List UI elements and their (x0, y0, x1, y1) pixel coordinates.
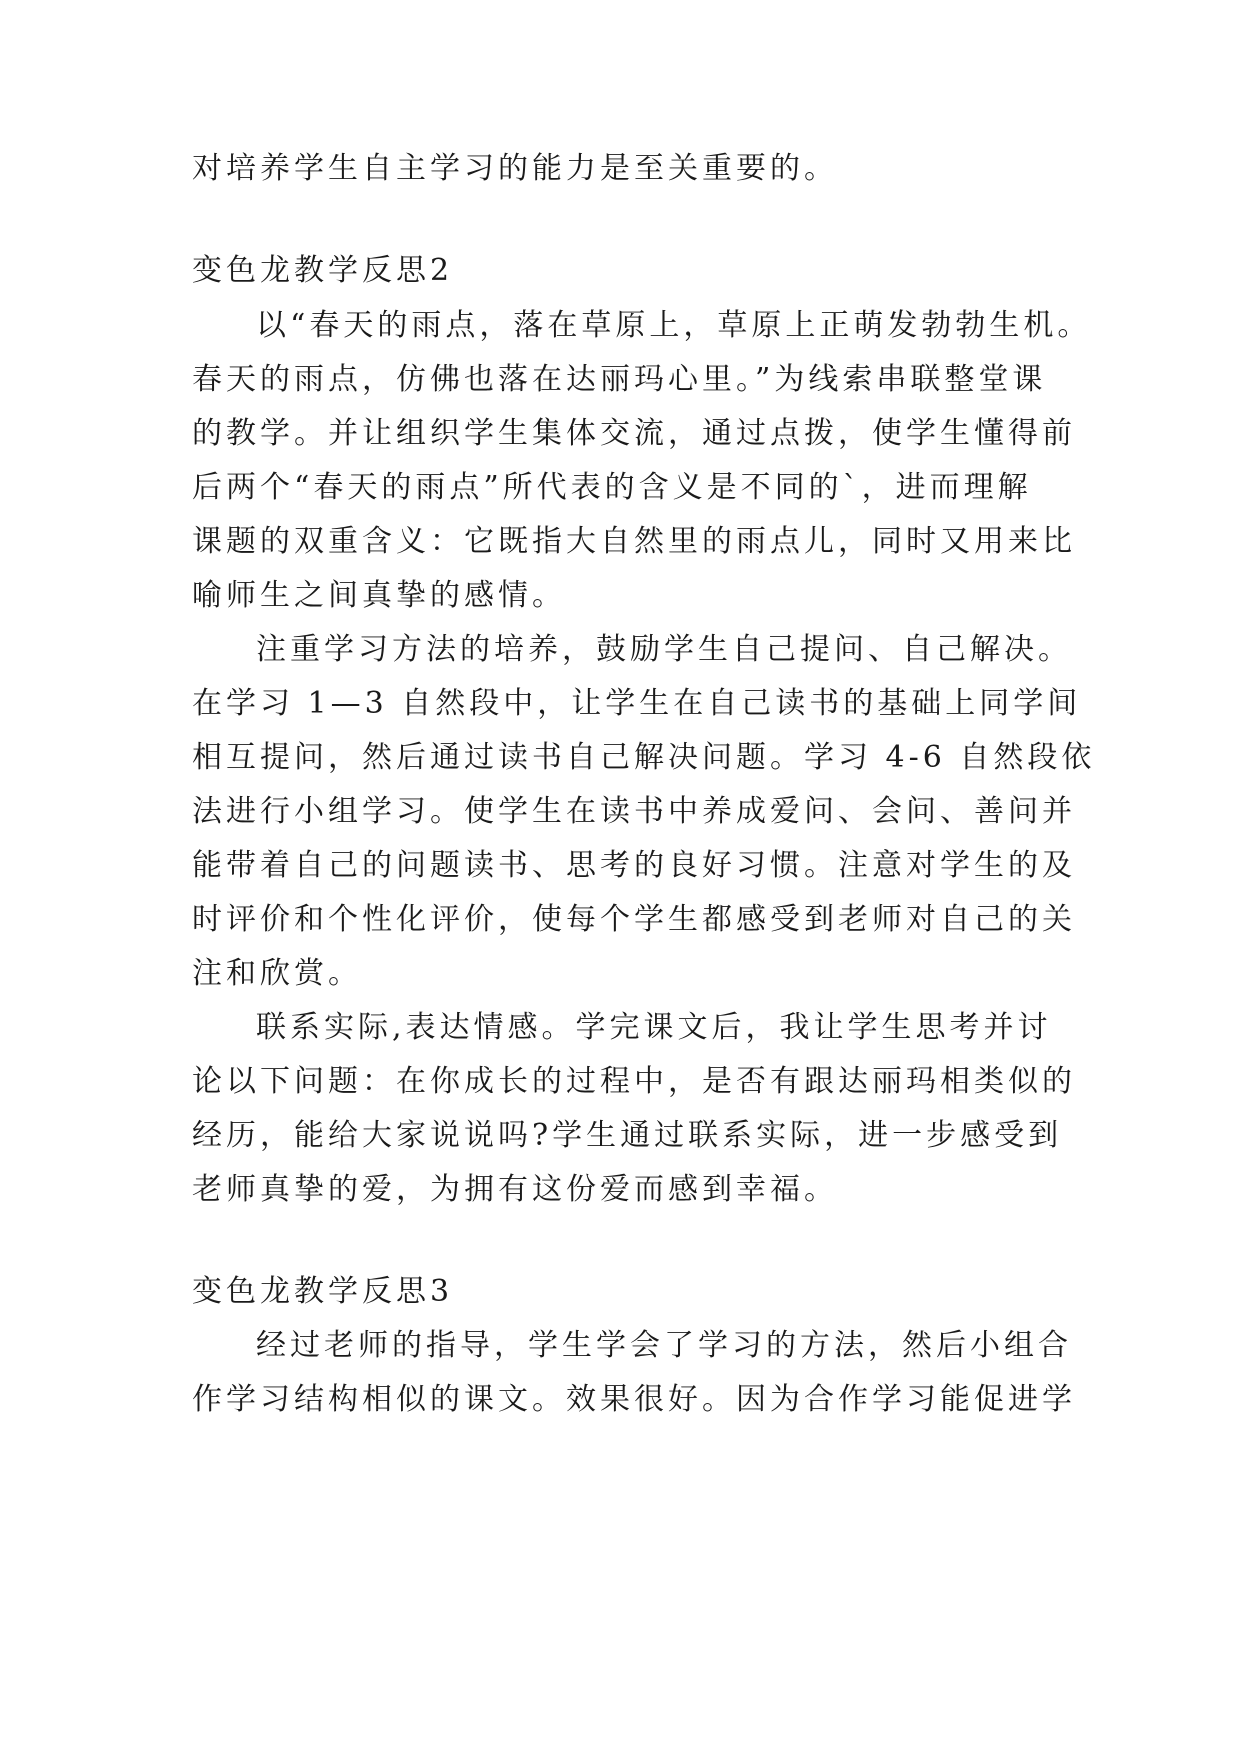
paragraph-line: 论以下问题：在你成长的过程中，是否有跟达丽玛相类似的 (192, 1064, 1076, 1099)
section-heading: 变色龙教学反思3 (192, 1274, 454, 1309)
paragraph-line: 课题的双重含义：它既指大自然里的雨点儿，同时又用来比 (192, 524, 1076, 559)
paragraph-line: 注和欣赏。 (192, 956, 362, 991)
paragraph-line: 老师真挚的爱，为拥有这份爱而感到幸福。 (192, 1172, 838, 1207)
paragraph-line: 喻师生之间真挚的感情。 (192, 578, 566, 613)
paragraph-line: 对培养学生自主学习的能力是至关重要的。 (192, 151, 838, 186)
paragraph-line: 经过老师的指导，学生学会了学习的方法，然后小组合 (256, 1328, 1072, 1363)
paragraph-line: 法进行小组学习。使学生在读书中养成爱问、会问、善问并 (192, 794, 1076, 829)
paragraph-line: 相互提问，然后通过读书自己解决问题。学习 4-6 自然段依 (192, 740, 1096, 775)
paragraph-line: 注重学习方法的培养，鼓励学生自己提问、自己解决。 (256, 632, 1072, 667)
paragraph-line: 联系实际,表达情感。学完课文后，我让学生思考并讨 (256, 1010, 1052, 1045)
paragraph-line: 作学习结构相似的课文。效果很好。因为合作学习能促进学 (192, 1382, 1076, 1417)
paragraph-line: 的教学。并让组织学生集体交流，通过点拨，使学生懂得前 (192, 416, 1076, 451)
paragraph-line: 能带着自己的问题读书、思考的良好习惯。注意对学生的及 (192, 848, 1076, 883)
paragraph-line: 经历，能给大家说说吗?学生通过联系实际，进一步感受到 (192, 1118, 1063, 1153)
paragraph-line: 在学习 1—3 自然段中，让学生在自己读书的基础上同学间 (192, 686, 1082, 721)
paragraph-line: 以“春天的雨点，落在草原上，草原上正萌发勃勃生机。 (256, 308, 1092, 343)
paragraph-line: 春天的雨点，仿佛也落在达丽玛心里。”为线索串联整堂课 (192, 362, 1047, 397)
section-heading: 变色龙教学反思2 (192, 253, 454, 288)
paragraph-line: 后两个“春天的雨点”所代表的含义是不同的`，进而理解 (192, 470, 1032, 505)
paragraph-line: 时评价和个性化评价，使每个学生都感受到老师对自己的关 (192, 902, 1076, 937)
